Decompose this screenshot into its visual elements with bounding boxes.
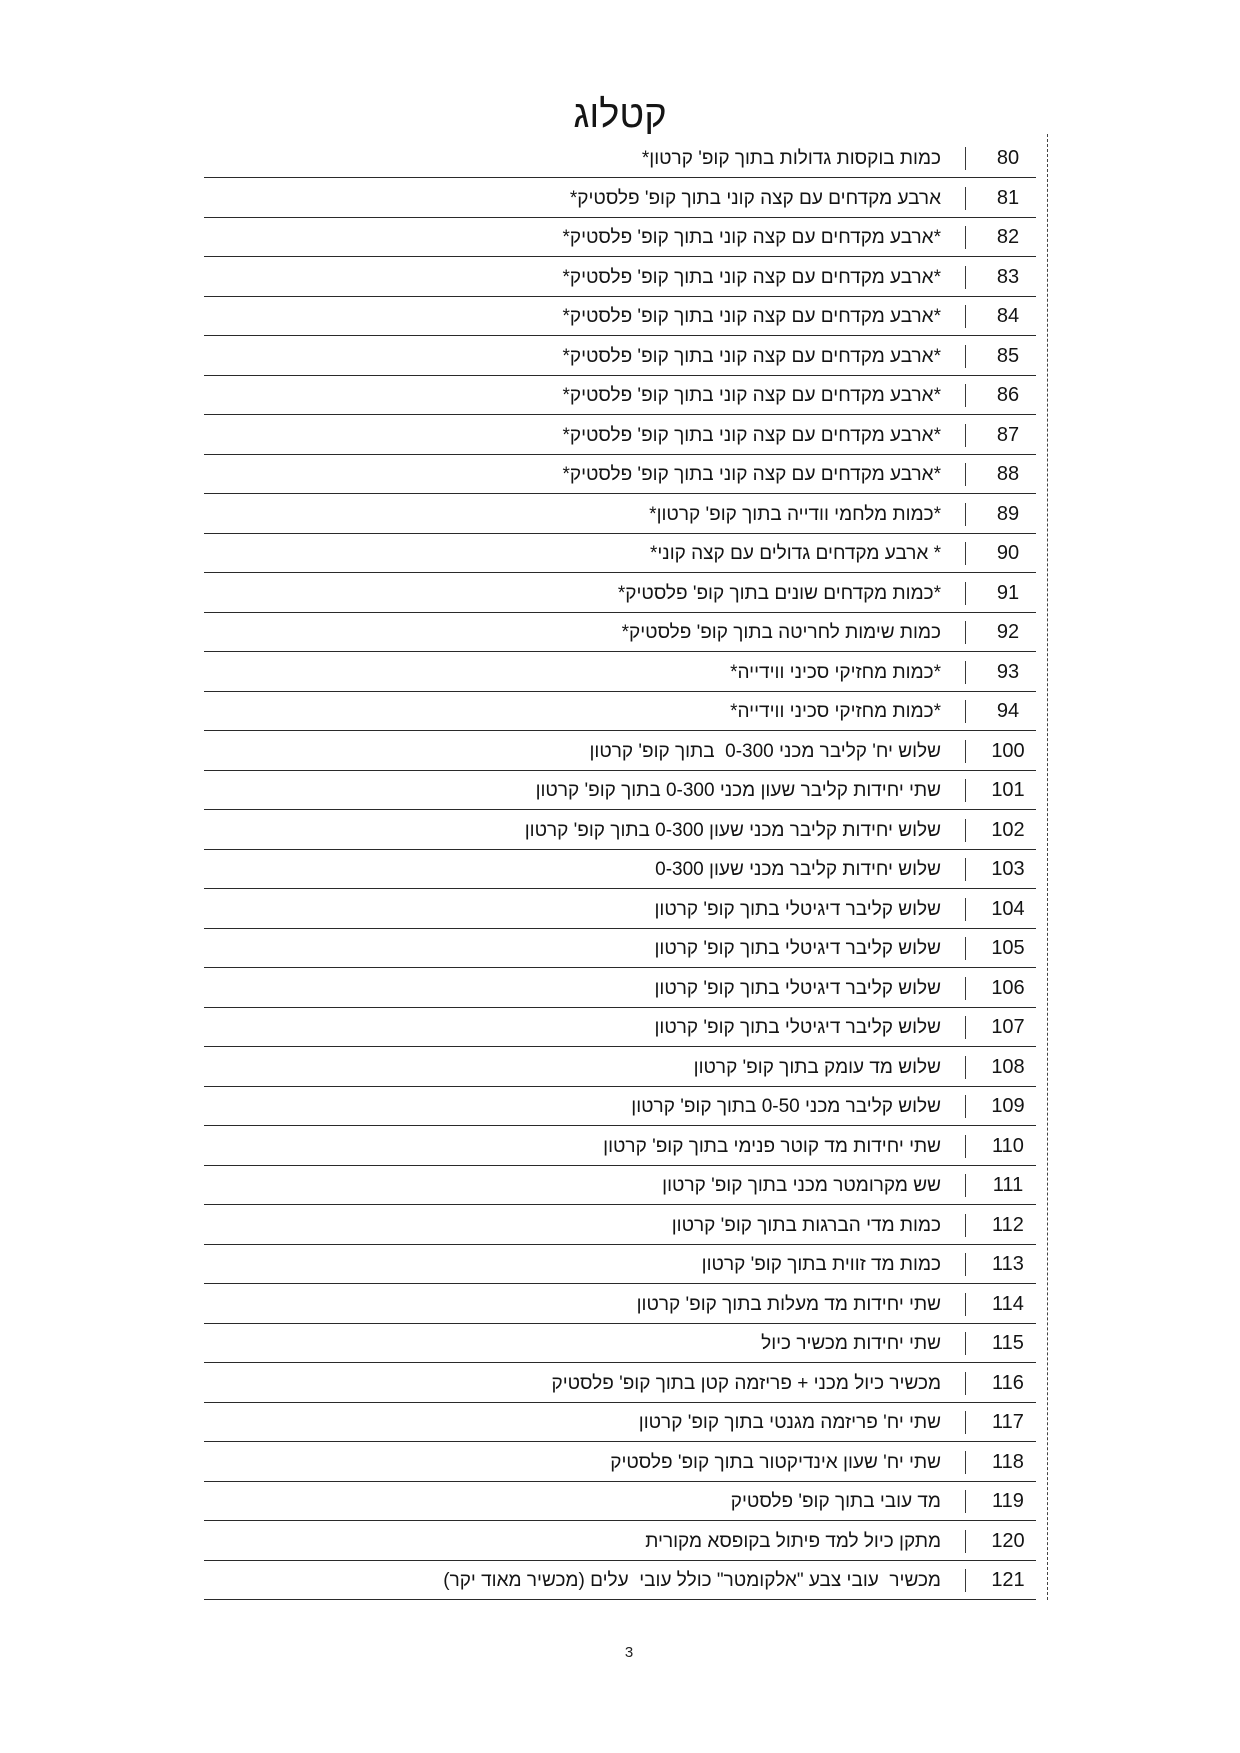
item-number: 103: [991, 858, 1025, 880]
item-description: ארבע מקדחים עם קצה קוני בתוך קופ' פלסטיק*: [569, 187, 941, 209]
item-description: *ארבע מקדחים עם קצה קוני בתוך קופ' פלסטיק*: [562, 227, 941, 248]
column-divider: [965, 1016, 966, 1039]
column-divider: [965, 661, 966, 684]
item-description: מכשיר כיול מכני + פריזמה קטן בתוך קופ' פלסטיק: [551, 1372, 941, 1394]
item-number: 86: [996, 384, 1020, 406]
column-divider: [965, 740, 966, 763]
item-description: * ארבע מקדחים גדולים עם קצה קוני*: [649, 543, 941, 564]
catalog-row: [204, 258, 1036, 297]
item-description: כמות מד זווית בתוך קופ' קרטון: [701, 1254, 941, 1275]
item-number: 113: [992, 1253, 1024, 1275]
item-description: שתי יח' פריזמה מגנטי בתוך קופ' קרטון: [638, 1412, 941, 1433]
catalog-row: [204, 1324, 1036, 1363]
item-number: 121: [991, 1569, 1025, 1591]
catalog-row: [204, 1482, 1036, 1521]
item-description: *כמות מלחמי וודייה בתוך קופ' קרטון*: [649, 503, 941, 525]
item-description: מכשיר עובי צבע "אלקומטר" כולל עובי עלים (מכשיר מאוד יקר): [443, 1570, 941, 1591]
column-divider: [965, 1174, 966, 1197]
item-number: 119: [992, 1490, 1024, 1512]
column-divider: [965, 542, 966, 565]
catalog-row: [204, 337, 1036, 376]
item-number: 116: [992, 1371, 1024, 1394]
column-divider: [965, 266, 966, 289]
column-divider: [965, 898, 966, 921]
item-number: 85: [996, 344, 1020, 367]
column-divider: [965, 779, 966, 802]
page-title: קטלוג: [573, 94, 667, 136]
right-border-line: [1047, 134, 1048, 1600]
catalog-table: [204, 139, 1036, 1601]
catalog-row: [204, 850, 1036, 889]
column-divider: [965, 858, 966, 881]
column-divider: [965, 1095, 966, 1118]
item-description: *ארבע מקדחים עם קצה קוני בתוך קופ' פלסטיק*: [562, 266, 941, 288]
item-description: כמות בוקסות גדולות בתוך קופ' קרטון*: [641, 148, 941, 169]
item-description: מד עובי בתוך קופ' פלסטיק: [730, 1491, 941, 1512]
column-divider: [965, 621, 966, 644]
catalog-row: [204, 1008, 1036, 1047]
item-number: 108: [991, 1055, 1025, 1078]
item-number: 105: [991, 937, 1025, 959]
item-number: 114: [992, 1292, 1024, 1315]
column-divider: [965, 1253, 966, 1276]
column-divider: [965, 1569, 966, 1592]
item-number: 112: [992, 1213, 1024, 1236]
catalog-row: [204, 1561, 1036, 1600]
item-number: 102: [991, 818, 1025, 841]
item-description: מתקן כיול למד פיתול בקופסא מקורית: [645, 1530, 941, 1552]
column-divider: [965, 1214, 966, 1237]
catalog-row: [204, 376, 1036, 415]
column-divider: [965, 424, 966, 447]
item-number: 109: [991, 1095, 1025, 1117]
item-number: 120: [991, 1529, 1025, 1552]
catalog-row: [204, 613, 1036, 652]
column-divider: [965, 305, 966, 328]
item-number: 94: [996, 700, 1020, 722]
column-divider: [965, 345, 966, 368]
catalog-row: [204, 534, 1036, 573]
catalog-row: [204, 1166, 1036, 1205]
item-description: *כמות מחזיקי סכיני ווידייה*: [730, 701, 941, 722]
column-divider: [965, 977, 966, 1000]
item-number: 91: [996, 581, 1020, 604]
item-number: 90: [996, 542, 1020, 564]
column-divider: [965, 1372, 966, 1395]
item-description: *ארבע מקדחים עם קצה קוני בתוך קופ' פלסטיק*: [562, 464, 941, 485]
catalog-row: [204, 890, 1036, 929]
catalog-row: [204, 574, 1036, 613]
item-number: 117: [992, 1411, 1024, 1433]
item-description: שתי יחידות קליבר שעון מכני 0-300 בתוך קופ' קרטון: [535, 780, 941, 801]
item-number: 100: [991, 739, 1025, 762]
column-divider: [965, 1293, 966, 1316]
item-description: שלוש יחידות קליבר מכני שעון 0-300: [655, 859, 941, 880]
column-divider: [965, 503, 966, 526]
item-number: 111: [992, 1174, 1024, 1196]
column-divider: [965, 1451, 966, 1474]
item-description: שלוש מד עומק בתוך קופ' קרטון: [693, 1056, 941, 1078]
catalog-row: [204, 139, 1036, 178]
item-description: שלוש קליבר דיגיטלי בתוך קופ' קרטון: [654, 898, 941, 920]
catalog-row: [204, 1245, 1036, 1284]
item-description: שתי יחידות מד מעלות בתוך קופ' קרטון: [636, 1293, 941, 1315]
item-description: *ארבע מקדחים עם קצה קוני בתוך קופ' פלסטיק*: [562, 424, 941, 446]
item-number: 107: [991, 1016, 1025, 1038]
catalog-row: [204, 1127, 1036, 1166]
catalog-row: [204, 218, 1036, 257]
item-description: שלוש יחידות קליבר מכני שעון 0-300 בתוך קופ' קרטון: [524, 819, 941, 841]
item-number: 84: [996, 305, 1020, 327]
catalog-row: [204, 653, 1036, 692]
column-divider: [965, 582, 966, 605]
catalog-row: [204, 929, 1036, 968]
item-description: *ארבע מקדחים עם קצה קוני בתוך קופ' פלסטיק*: [562, 345, 941, 367]
column-divider: [965, 1135, 966, 1158]
item-description: כמות שימות לחריטה בתוך קופ' פלסטיק*: [621, 622, 941, 643]
item-number: 87: [996, 423, 1020, 446]
column-divider: [965, 187, 966, 210]
catalog-row: [204, 1522, 1036, 1561]
column-divider: [965, 1411, 966, 1434]
column-divider: [965, 1530, 966, 1553]
item-description: *כמות מקדחים שונים בתוך קופ' פלסטיק*: [617, 582, 941, 604]
column-divider: [965, 700, 966, 723]
catalog-row: [204, 969, 1036, 1008]
item-number: 81: [996, 186, 1020, 209]
item-number: 104: [991, 897, 1025, 920]
item-number: 101: [991, 779, 1025, 801]
column-divider: [965, 1490, 966, 1513]
catalog-row: [204, 179, 1036, 218]
item-description: שתי יח' שעון אינדיקטור בתוך קופ' פלסטיק: [610, 1451, 941, 1473]
catalog-row: [204, 1285, 1036, 1324]
catalog-row: [204, 455, 1036, 494]
item-description: שש מקרומטר מכני בתוך קופ' קרטון: [662, 1175, 941, 1196]
item-number: 88: [996, 463, 1020, 485]
item-description: כמות מדי הברגות בתוך קופ' קרטון: [671, 1214, 941, 1236]
catalog-row: [204, 297, 1036, 336]
column-divider: [965, 937, 966, 960]
item-number: 118: [992, 1450, 1024, 1473]
catalog-row: [204, 495, 1036, 534]
column-divider: [965, 226, 966, 249]
item-number: 82: [996, 226, 1020, 248]
item-description: שלוש קליבר דיגיטלי בתוך קופ' קרטון: [654, 977, 941, 999]
column-divider: [965, 819, 966, 842]
item-number: 115: [992, 1332, 1024, 1354]
catalog-row: [204, 1048, 1036, 1087]
item-number: 92: [996, 621, 1020, 643]
catalog-row: [204, 1364, 1036, 1403]
item-description: *ארבע מקדחים עם קצה קוני בתוך קופ' פלסטיק*: [562, 306, 941, 327]
catalog-row: [204, 1443, 1036, 1482]
item-number: 110: [992, 1134, 1024, 1157]
item-description: שתי יחידות מד קוטר פנימי בתוך קופ' קרטון: [603, 1135, 941, 1157]
catalog-row: [204, 1206, 1036, 1245]
column-divider: [965, 147, 966, 170]
catalog-row: [204, 692, 1036, 731]
catalog-row: [204, 1087, 1036, 1126]
column-divider: [965, 384, 966, 407]
item-number: 106: [991, 976, 1025, 999]
column-divider: [965, 1056, 966, 1079]
item-description: שלוש יח' קליבר מכני 0-300 בתוך קופ' קרטון: [589, 740, 941, 762]
catalog-row: [204, 416, 1036, 455]
item-number: 93: [996, 660, 1020, 683]
item-description: *כמות מחזיקי סכיני ווידייה*: [730, 661, 941, 683]
catalog-row: [204, 732, 1036, 771]
item-description: שלוש קליבר דיגיטלי בתוך קופ' קרטון: [654, 1017, 941, 1038]
catalog-row: [204, 811, 1036, 850]
item-number: 89: [996, 502, 1020, 525]
item-description: שלוש קליבר דיגיטלי בתוך קופ' קרטון: [654, 938, 941, 959]
item-description: שתי יחידות מכשיר כיול: [761, 1333, 941, 1354]
item-description: *ארבע מקדחים עם קצה קוני בתוך קופ' פלסטיק*: [562, 385, 941, 406]
item-description: שלוש קליבר מכני 0-50 בתוך קופ' קרטון: [631, 1096, 941, 1117]
page-number: 3: [624, 1644, 634, 1661]
column-divider: [965, 1332, 966, 1355]
column-divider: [965, 463, 966, 486]
item-number: 80: [996, 147, 1020, 169]
catalog-row: [204, 1403, 1036, 1442]
catalog-row: [204, 771, 1036, 810]
item-number: 83: [996, 265, 1020, 288]
